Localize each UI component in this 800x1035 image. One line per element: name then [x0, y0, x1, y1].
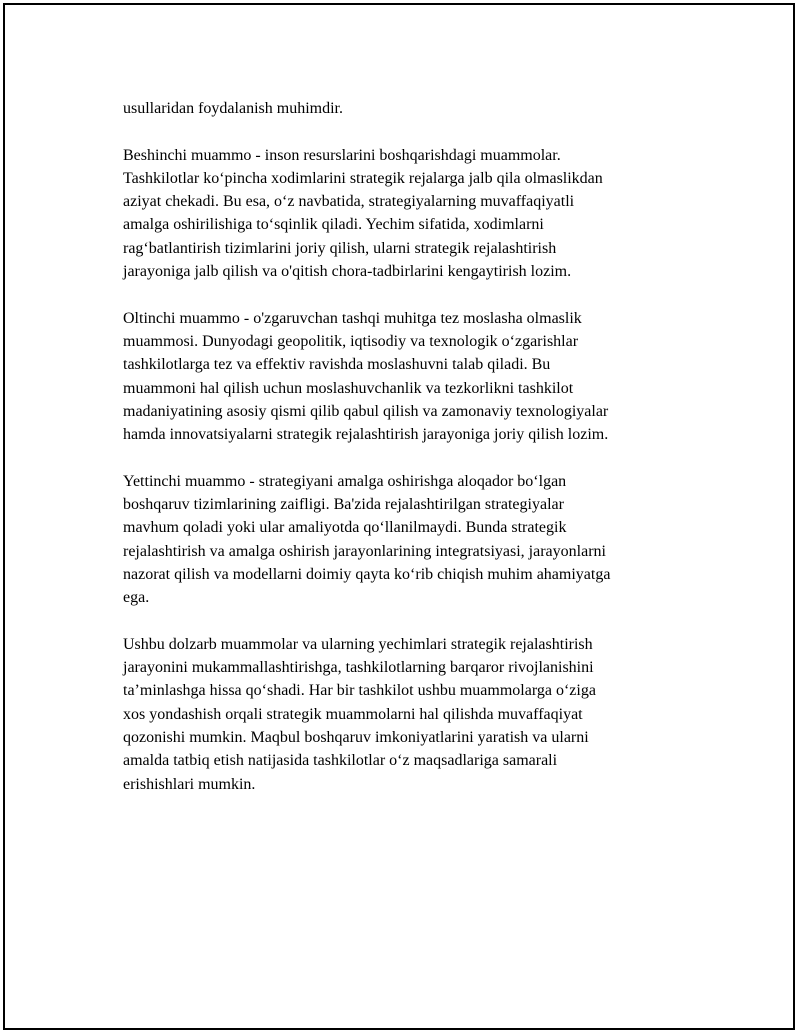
text-line: Yettinchi muammo - strategiyani amalga oshirishga aloqador bo‘lgan [123, 472, 567, 490]
text-line: ega. [123, 589, 150, 607]
text-line: Tashkilotlar ko‘pincha xodimlarini strategik rejalarga jalb qila olmaslikdan [123, 169, 603, 187]
text-line: aziyat chekadi. Bu esa, o‘z navbatida, strategiyalarning muvaffaqiyatli [123, 193, 575, 211]
document-body [123, 97, 693, 819]
text-line: tashkilotlarga tez va effektiv ravishda moslashuvni talab qiladi. Bu [123, 356, 551, 374]
page-frame [3, 3, 795, 1030]
text-line: amalda tatbiq etish natijasida tashkilotlar o‘z maqsadlariga samarali [123, 752, 558, 770]
text-line: muammosi. Dunyodagi geopolitik, iqtisodiy va texnologik o‘zgarishlar [123, 332, 579, 350]
text-line: Beshinchi muammo - inson resurslarini boshqarishdagi muammolar. [123, 146, 561, 164]
text-line: rag‘batlantirish tizimlarini joriy qilish, ularni strategik rejalashtirish [123, 239, 557, 257]
text-line: Oltinchi muammo - o'zgaruvchan tashqi muhitga tez moslasha olmaslik [123, 309, 582, 327]
paragraph-seventh-problem [123, 470, 693, 610]
paragraph-sixth-problem [123, 307, 693, 447]
paragraph-conclusion [123, 633, 693, 796]
text-line: nazorat qilish va modellarni doimiy qayta ko‘rib chiqish muhim ahamiyatga [123, 565, 611, 583]
text-line: xos yondashish orqali strategik muammolarni hal qilishda muvaffaqiyat [123, 705, 583, 723]
text-line: jarayonini mukammallashtirishga, tashkilotlarning barqaror rivojlanishini [123, 659, 594, 677]
text-line: rejalashtirish va amalga oshirish jarayonlarining integratsiyasi, jarayonlarni [123, 542, 606, 560]
text-line: qozonishi mumkin. Maqbul boshqaruv imkoniyatlarini yaratish va ularni [123, 729, 589, 747]
paragraph-intro-tail [123, 97, 693, 120]
text-line: Ushbu dolzarb muammolar va ularning yechimlari strategik rejalashtirish [123, 635, 593, 653]
text-line: amalga oshirilishiga to‘sqinlik qiladi. Yechim sifatida, xodimlarni [123, 216, 544, 234]
text-line: madaniyatining asosiy qismi qilib qabul qilish va zamonaviy texnologiyalar [123, 402, 609, 420]
text-line: jarayoniga jalb qilish va o'qitish chora-tadbirlarini kengaytirish lozim. [123, 263, 572, 281]
paragraph-fifth-problem [123, 144, 693, 284]
text-line: erishishlari mumkin. [123, 775, 256, 793]
text-line: muammoni hal qilish uchun moslashuvchanlik va tezkorlikni tashkilot [123, 379, 574, 397]
text-line: hamda innovatsiyalarni strategik rejalashtirish jarayoniga joriy qilish lozim. [123, 426, 609, 444]
text-line: usullaridan foydalanish muhimdir. [123, 100, 343, 117]
text-line: boshqaruv tizimlarining zaifligi. Ba'zida rejalashtirilgan strategiyalar [123, 496, 564, 514]
text-line: mavhum qoladi yoki ular amaliyotda qo‘llanilmaydi. Bunda strategik [123, 519, 567, 537]
text-line: ta’minlashga hissa qo‘shadi. Har bir tashkilot ushbu muammolarga o‘ziga [123, 682, 596, 700]
